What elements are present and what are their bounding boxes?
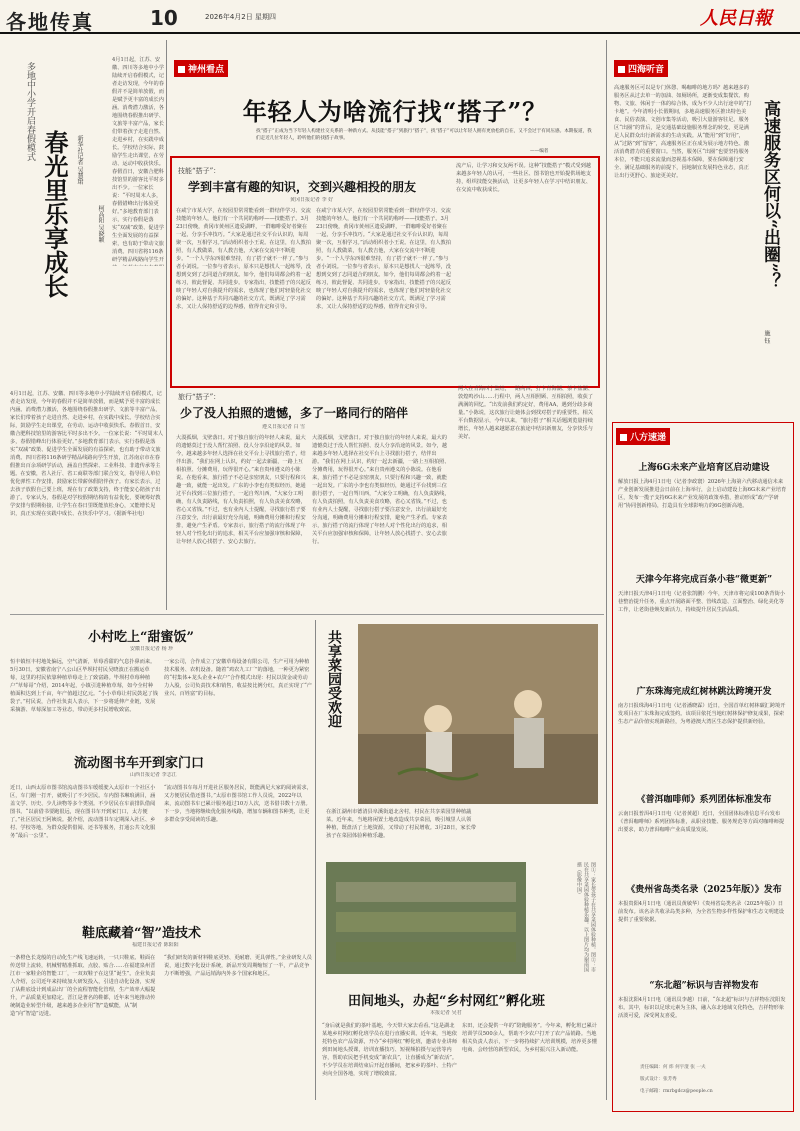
column-body: 高速服务区可以是专门休憩、喝咖啡的地方吗？越来越多的服务区从过去单一的加油、如厕场所，逐渐变成集餐饮、购物、文旅、休闲于一体的综合体，成为不少人出行途中的“打卡地”。今年清明小长假期间，多地高速服务区推出特色美食、民俗表演、文创市集等活动，吸引大量游客驻足。服务区“出圈”的背后，是交通基础设施服务理念的转变，更是满足人民群众出行新需求的生动实践。从“能用”到“好用”，从“过路”到“留客”，高速服务区正在成为展示地方特色、激活消费潜力的重要窗口。当然，服务区“出圈”也要坚持服务本位，不能只追求流量而忽视基本保障，要在保障通行安全、满足基础服务的前提下，因地制宜发展特色业态，真正让出行更舒心、旅途更美好。	[614, 85, 752, 179]
feature-lead-sign: ——编者	[530, 149, 549, 154]
brief-title: 《普洱咖啡师》系列团体标准发布	[636, 795, 772, 805]
section-tag-bafang	[616, 428, 670, 445]
column-author: 施 钰	[763, 330, 770, 344]
left-story-byline: 柯高阳 吴晓颖	[97, 205, 104, 243]
left-story-kicker: 多地中小学开启春假模式	[25, 62, 35, 161]
story1-body: 在咸宁市某大学，在校园里常常能看到一群结伴学习、交流技能的年轻人，他们有一个共同的称呼——技能搭子。3月23日傍晚，黄冈市黄州区遗爱湖畔，一群咖啡爱好者聚在一起，分享手冲技巧。“大家是通过社交平台认识的，每周聚一次，互相学习。”活动组织者小王说。在这里，有人教拍照，有人教做菜，有人教吉他，大家在交流中不断进步。“一个人学东西很难坚持，有了搭子就不一样了。”参与者小刘说。一位参与者表示，原本只是想找人一起练琴，没想到交到了志同道合的朋友。如今，他们每周都会约着一起练习，彼此督促、共同进步。专家指出，技能搭子的兴起反映了年轻人对自我提升的需求，也体现了他们对轻量化社交的偏好。这种基于共同兴趣的社交方式，既满足了学习需求，又让人保持舒适的边界感，值得肯定和引导。	[176, 208, 311, 310]
story1-headline: 学到丰富有趣的知识，交到兴趣相投的朋友	[188, 180, 417, 194]
candy-byline: 安徽日报记者 杨 珍	[130, 646, 174, 652]
square-icon	[620, 434, 627, 441]
shoes-headline: 鞋底藏着“智”造技术	[82, 926, 201, 941]
masthead	[0, 0, 800, 34]
left-story-headline: 春光里乐享成长	[40, 130, 69, 298]
brief-body: 本报沈阳4月1日电（通讯员李越）日前，“东北超”标识与吉祥物在沈阳发布。其中，标识以足球元素为主体，融入东北地域文化特色，吉祥物形象活泼可爱，深受网友喜爱。	[618, 997, 786, 1019]
library-body-2: “流动图书车每月开进社区服务居民，既能满足大家的阅读需求，又方便居民借还图书。”太原市图书馆工作人员说，2022年以来，流动图书车已累计服务超过10万人次，送书借书数十万册。下一步，当地将继续优化服务线路，增加车辆和图书种类，让更多群众享受阅读的乐趣。	[164, 785, 312, 823]
story1-body-2: 在咸宁市某大学，在校园里常常能看到一群结伴学习、交流技能的年轻人，他们有一个共同的称呼——技能搭子。3月23日傍晚，黄冈市黄州区遗爱湖畔，一群咖啡爱好者聚在一起，分享手冲技巧。“大家是通过社交平台认识的，每周聚一次，互相学习。”活动组织者小王说。在这里，有人教拍照，有人教做菜，有人教吉他，大家在交流中不断进步。“一个人学东西很难坚持，有了搭子就不一样了。”参与者小刘说。一位参与者表示，原本只是想找人一起练琴，没想到交到了志同道合的朋友。如今，他们每周都会约着一起练习，彼此督促、共同进步。专家指出，技能搭子的兴起反映了年轻人对自我提升的需求，也体现了他们对轻量化社交的偏好。这种基于共同兴趣的社交方式，既满足了学习需求，又让人保持舒适的边界感，值得肯定和引导。	[316, 208, 451, 310]
square-icon	[178, 66, 185, 73]
brief-title: 天津今年将完成百条小巷“微更新”	[635, 575, 773, 585]
brief-title: 上海6G未来产业培育区启动建设	[638, 463, 770, 473]
section-rule	[10, 614, 604, 615]
story2-headline: 少了没人拍照的遗憾，多了一路同行的陪伴	[180, 406, 409, 420]
left-story-body-cont: 4月1日起，江苏、安徽、四川等多地中小学陆续开启春假模式，记者走访发现，今年的春假并不是简单放假，而是赋予更丰富的成长内涵。消费潜力激活，各地围绕春假推出研学、文旅等丰富产品，家长们带着孩子走进自然、走进乡村，在实践中成长。学校结合实际，鼓励学生走出课堂，在劳动、运动中收获快乐。春假首日，安徽合肥科技馆里的游客比平时多出不少。一位家长说：“平时周末人多，春假错峰出行体验更好。”多地教育部门表示，实行春假是落实“双减”政策、促进学生全面发展的有益探索，也有助于带动文旅消费。四川省将116条研学精品线路向学生开放，江苏南京市在春假推出百余项研学活动，涵盖自然探索、工业科技、非遗传承等主题。在安徽，省人社厅、省工商联等部门联合发文，指导用人单位优化弹性工作安排，鼓励家长带薪休假陪伴孩子。有家长表示，过去孩子放假自己要上班，现在有了政策支持，终于能安心陪孩子出游了。专家认为，春假是对学校假期结构的有益优化，要统筹好教学安排与假期衔接，让学生在春日里既能放松身心，又能增长见识，真正实现在实践中成长、在快乐中学习。（据新华社电）	[10, 391, 164, 517]
page-name: 各地传真	[6, 10, 94, 34]
brief-title: “东北超”标识与吉祥物发布	[649, 981, 759, 991]
feature-headline: 年轻人为啥流行找“搭子”？	[242, 97, 548, 126]
story2-body-3: 两人在青海西宁集结，一路向西，打卡青海湖、茶卡盐湖、敦煌鸣沙山……行程中，两人互相照顾、互相拍照，收获了满满的回忆。“出发前我们约定好，费用AA，遇到分歧多商量。”小陈说，这次旅行让她体会到找对搭子的重要性。相关平台数据显示，今年以来，“旅行搭子”相关话题浏览量持续增长，年轻人越来越愿意在旅途中结识新朋友，分享快乐与美好。	[458, 386, 593, 440]
field-body-2: 东田，还会提供一年的“陪跑服务”。今年来，孵化班已累计培训学员500余人，帮助不少农户打开了农产品销路。当地相关负责人表示，下一步将持续扩大培训规模，培养更多懂电商、会经营的新型农民，为乡村振兴注入新动能。	[462, 1023, 597, 1053]
story2-byline: 遵义日报记者 白 雪	[262, 424, 306, 430]
left-story-body: 4月1日起，江苏、安徽、四川等多地中小学陆续开启春假模式，记者走访发现，今年的春假并不是简单放假，而是赋予更丰富的成长内涵。消费潜力激活，各地围绕春假推出研学、文旅等丰富产品，家长们带着孩子走进自然、走进乡村，在实践中成长。学校结合实际，鼓励学生走出课堂，在劳动、运动中收获快乐。春假首日，安徽合肥科技馆里的游客比平时多出不少。一位家长说：“平时周末人多，春假错峰出行体验更好。”多地教育部门表示，实行春假是落实“双减”政策、促进学生全面发展的有益探索，也有助于带动文旅消费。四川省将116条研学精品线路向学生开	[112, 57, 164, 263]
brief-body: 云南日报普洱4月1日电（记者黄超）近日，全国团体标准信息平台发布《普洱咖啡师》系列团体标准，从职业技能、服务规范等方面对咖啡师提出要求，助力普洱咖啡产业高质量发展。	[618, 811, 785, 833]
brief-title: 广东珠海完成红树林跳汰跨境开发	[636, 687, 772, 697]
photo-garden-field	[326, 862, 526, 974]
story1-kicker: 技能“搭子”：	[178, 167, 221, 175]
section-tag-label: 八方速递	[630, 433, 667, 443]
column-rule	[606, 40, 607, 1100]
field-illustration	[326, 862, 526, 974]
story2-kicker: 旅行“搭子”：	[178, 393, 221, 401]
shoes-byline: 福建日报记者 陈阳阳	[132, 942, 179, 948]
story1-body-3: 流产后，让学习和交友两不误。这种“技能搭子”模式受到越来越多年轻人的认可，一些社区、图书馆也开始提供场地支持，组织技能交换活动，让更多年轻人在学习中结识朋友、在交流中收获成长。	[456, 163, 591, 193]
brief-body: 本报贵阳4月1日电（通讯员黄敏华）《贵州省岛类名录（2025年版）》日前发布。该名录共收录岛类多种，为全省生物多样性保护和生态文明建设提供了重要依据。	[618, 901, 785, 923]
shoes-body: 一条橙色长龙般的自动化生产线飞速运转，一只只鞋底、鞋面在传送带上流转，机械臂精准抓取、点胶、贴合……在福建泉州晋江市一家鞋企的智能工厂，一双双鞋子在这里“诞生”。企业负责人介绍，公司近年来持续加大研发投入，引进自动化设备，实现了从鞋底设计到成品出厂的全流程智能化管理，生产效率大幅提升，产品质量更加稳定。晋江是著名的鞋都，近年来当地推动传统制造业转型升级，越来越多企业用“智”造赋能，从“制造”向“智造”迈进。	[10, 955, 156, 1017]
shoes-body-2: “我们研发的新材料鞋底更轻、更耐磨、更具弹性。”企业研发人员说，通过数字化设计系统，新品开发周期缩短了一半，产品竞争力不断增强，产品远销海内外多个国家和地区。	[164, 955, 312, 977]
section-tag-label: 神州看点	[188, 65, 225, 75]
story1-byline: 黄冈日报记者 李 好	[290, 197, 334, 203]
library-headline: 流动图书车开到家门口	[74, 756, 205, 771]
brief-body: 天津日报天津4月1日电（记者张凯鹏）今年，天津市将完成100条背街小巷整治提升任务，重点开展路面平整、管线改造、立面整治、绿化美化等工作，让老街巷焕发新活力，持续提升居民生活品质。	[618, 591, 785, 613]
column-rule	[315, 620, 316, 1100]
story2-body: 大漠孤烟，戈壁落日。对于独自旅行的年轻人来说，最大的遗憾莫过于没人帮忙拍照、没人分享沿途的风景。如今，越来越多年轻人选择在社交平台上寻找旅行搭子，结伴出游。“我们在网上认识，约好一起去新疆，一路上互相拍照、分摊费用，玩得很开心。”来自贵州遵义的小陈说。在他看来，旅行搭子不必是亲密朋友，只要行程和兴趣一致，就能一起出发。广东的小李也有类似经历，她通过平台找到三位旅行搭子，一起自驾川西，“大家分工明确，有人负责路线，有人负责拍照，有人负责美食攻略，省心又省钱。”不过，也有业内人士提醒，寻找旅行搭子要注意安全，出行前最好充分沟通，明确费用分摊和行程安排，避免产生矛盾。专家表示，旅行搭子的流行体现了年轻人对个性化出行的追求，相关平台应加强审核和保障，让年轻人放心找搭子、安心去旅行。	[176, 435, 306, 545]
square-icon	[618, 66, 625, 73]
field-byline: 本报记者 吴君	[430, 1010, 462, 1016]
section-tag-sihai	[614, 60, 668, 77]
page-number: 10	[150, 6, 178, 30]
story2-body-2: 大漠孤烟，戈壁落日。对于独自旅行的年轻人来说，最大的遗憾莫过于没人帮忙拍照、没人分享沿途的风景。如今，越来越多年轻人选择在社交平台上寻找旅行搭子，结伴出游。“我们在网上认识，约好一起去新疆，一路上互相拍照、分摊费用，玩得很开心。”来自贵州遵义的小陈说。在他看来，旅行搭子不必是亲密朋友，只要行程和兴趣一致，就能一起出发。广东的小李也有类似经历，她通过平台找到三位旅行搭子，一起自驾川西，“大家分工明确，有人负责路线，有人负责拍照，有人负责美食攻略，省心又省钱。”不过，也有业内人士提醒，寻找旅行搭子要注意安全，出行前最好充分沟通，明确费用分摊和行程安排，避免产生矛盾。专家表示，旅行搭子的流行体现了年轻人对个性化出行的追求，相关平台应加强审核和保障，让年轻人放心找搭子、安心去旅行。	[312, 435, 450, 545]
column-rule	[166, 40, 167, 610]
photo-garden-main	[358, 624, 598, 804]
photo-vertical-title: 共享菜园受欢迎	[326, 630, 342, 728]
brief-title: 《贵州省岛类名录（2025年版）》发布	[626, 885, 782, 895]
feature-lead: 找“搭子”正成为当下年轻人构建社交关系的一种新方式。从技能“搭子”到旅行“搭子”，找“搭子”可以让年轻人拥有更放松的自在，又不会过于有同压感。本期报道，我们走近几位年轻人，聆听他们的找搭子故事。	[256, 129, 592, 141]
brief-body: 南方日报珠海4月1日电（记者潘晓霖）近日，全国首单红树林碳汇跨境开发项目在广东珠海完成签约。该项目依托当地红树林保护修复成果，探索生态产品价值实现新路径，为粤港澳大湾区生态保护提供新经验。	[618, 703, 786, 725]
library-byline: 山西日报记者 李志江	[130, 772, 177, 778]
column-headline: 高速服务区何以“出圈”？	[760, 100, 780, 290]
candy-body-2: 一家公司，合作成立了安徽草莓设备有限公司，生产可用为种植技术服务、农机设备。随着“鸡农九工厂”的落地，一种更为紧密的“村集体+龙头企业+农户”合作模式出现：村民以资金或劳动力入股，公司负责技术和销售，收益按比例分红，真正实现了“产业兴、百姓富”的目标。	[164, 659, 312, 697]
footer-designer: 版式设计：张芳秀	[640, 1077, 677, 1082]
brief-body: 解放日报上海4月1日电（记者李政寰）2026年上海第六代移动通信未来产业创新发展推进会日前在上海举行，会上启动建设上海6G未来产业培育区，发布一揽子支持6G未来产业发展的政策举措，推动形成“政产学研用”协同创新格局，打造具有全球影响力的6G创新高地。	[618, 479, 787, 509]
section-tag-label: 四海听音	[628, 65, 665, 75]
left-story-byline: 新华社记者 吴慧珺	[76, 135, 83, 185]
section-tag-shenzhou	[174, 60, 228, 77]
page-date: 2026年4月2日 星期四	[205, 13, 276, 21]
photo-caption-right: 图①：家长带孩子在共享菜园体验种植。图②：市民在共享菜园体验种植乐趣。以上图片均为谢南国摄（影像中国）	[576, 862, 596, 972]
candy-body: 恒丰镇恒丰村地处偏远，空气清新，草莓香甜的气息扑鼻而来。5月30日，安徽省南宁八公山区毕坝村村民吴晓波正在搬运草莓，这里的村民依靠种植草莓走上了致富路。毕坝村草莓种植户“草莓哥”介绍，2014年起，小镇引进种植草莓，如今全村种植面积达到上千亩，年产值超过亿元。“小小草莓让村民鼓起了钱袋子。”村民说，合作社负责人表示，下一步将延伸产业链，发展采摘游、草莓深加工等业态，带动更多村民增收致富。	[10, 659, 158, 713]
footer-email: 电子邮箱：rmrbgdcz@people.cn	[640, 1089, 713, 1094]
photo-illustration	[358, 624, 598, 804]
library-body: 近日，山西太原市图书馆流动图书车缓缓驶入太原市一个社区小区，车门刚一打开，就吸引了不少居民。车内图书琳琅满目，涵盖文学、历史、少儿读物等多个类别。不少居民在车前排队借阅图书。“以前借书要跑很远，现在图书车开到家门口，太方便了。”社区居民王阿姨说。据介绍，流动图书车定期深入社区、乡村、学校等地，为群众提供借阅、还书等服务，打通公共文化服务“最后一公里”。	[10, 785, 156, 839]
photo-caption: 在浙江湖州市德清县阜溪街道北舍村，村民在共享菜园里种植蔬菜。近年来，当地将闲置土地改造成共享菜园，吸引城里人认领种植，既盘活了土地资源，又带动了村民增收。3月28日，家长带孩子在菜园体验种植乐趣。	[326, 809, 476, 839]
candy-headline: 小村吃上“甜蜜饭”	[88, 630, 194, 645]
newspaper-logo: 人民日報	[700, 8, 772, 29]
field-headline: 田间地头，办起“乡村网红”孵化班	[348, 994, 545, 1009]
footer-editors: 责任编辑：何 炜 何宇澄 张 一夫	[640, 1065, 706, 1070]
field-body: “身后就是我们的茶叶基地，今天带大家去看看。”这是湖北某地乡村网红孵化班学员在进行直播实训。近年来，当地依托特色农产品资源，开办“乡村网红”孵化班，邀请专业讲师到田间地头授课，培训直播技巧、短视频拍摄与运营等内容，帮助农民把手机变成“新农具”，让直播成为“新农活”。不少学员在培训结束后开起直播间，把家乡的茶叶、土特产卖向全国各地，实现了增收致富。	[322, 1023, 458, 1077]
